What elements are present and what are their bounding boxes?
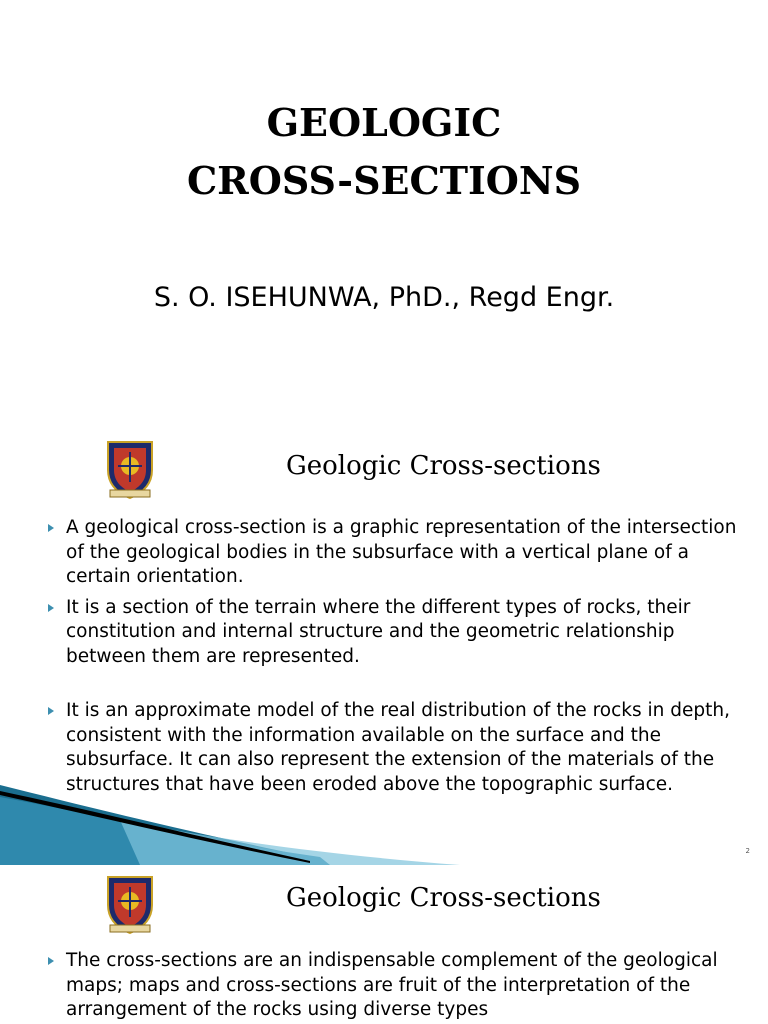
list-item [48, 516, 738, 590]
slide-3-heading: Geologic Cross-sections [286, 883, 601, 913]
bullet-text: It is a section of the terrain where the different types of rocks, their constitution and internal structure and the geometric relationship between them are represented. [66, 596, 691, 667]
university-crest-icon [104, 440, 156, 500]
bullet-text: A geological cross-section is a graphic representation of the intersection of the geological bodies in the subsurface with a vertical plane of a certain orientation. [66, 517, 737, 587]
triangle-bullet-icon [48, 604, 54, 612]
list-item [48, 949, 738, 1023]
content-slide-3 [0, 865, 768, 1024]
triangle-bullet-icon [48, 707, 54, 715]
triangle-bullet-icon [48, 957, 54, 965]
bullet-text: It is an approximate model of the real distribution of the rocks in depth, consistent with the information available on the surface and the subsurface. It can also represent the extension of the materials of the structures that have been eroded above the topographic surface. [66, 700, 730, 795]
triangle-bullet-icon [48, 524, 54, 532]
university-crest-icon [104, 875, 156, 935]
slide-3-bullet-list [48, 949, 738, 1023]
author-name: S. O. ISEHUNWA, PhD., Regd Engr. [153, 282, 615, 313]
title-line-2: CROSS-SECTIONS [186, 158, 582, 203]
bullet-text: The cross-sections are an indispensable complement of the geological maps; maps and cross-sections are fruit of the interpretation of the arrangement of the rocks using diverse types [66, 950, 718, 1020]
list-item [48, 699, 738, 797]
slide-2-heading: Geologic Cross-sections [286, 451, 601, 481]
title-line-1: GEOLOGIC [266, 100, 502, 145]
list-item [48, 596, 738, 670]
title-slide [0, 0, 768, 395]
slide-2-bullet-list [48, 516, 738, 797]
content-slide-2 [0, 415, 768, 865]
wave-decoration [0, 785, 768, 865]
page-number: 2 [745, 847, 750, 855]
